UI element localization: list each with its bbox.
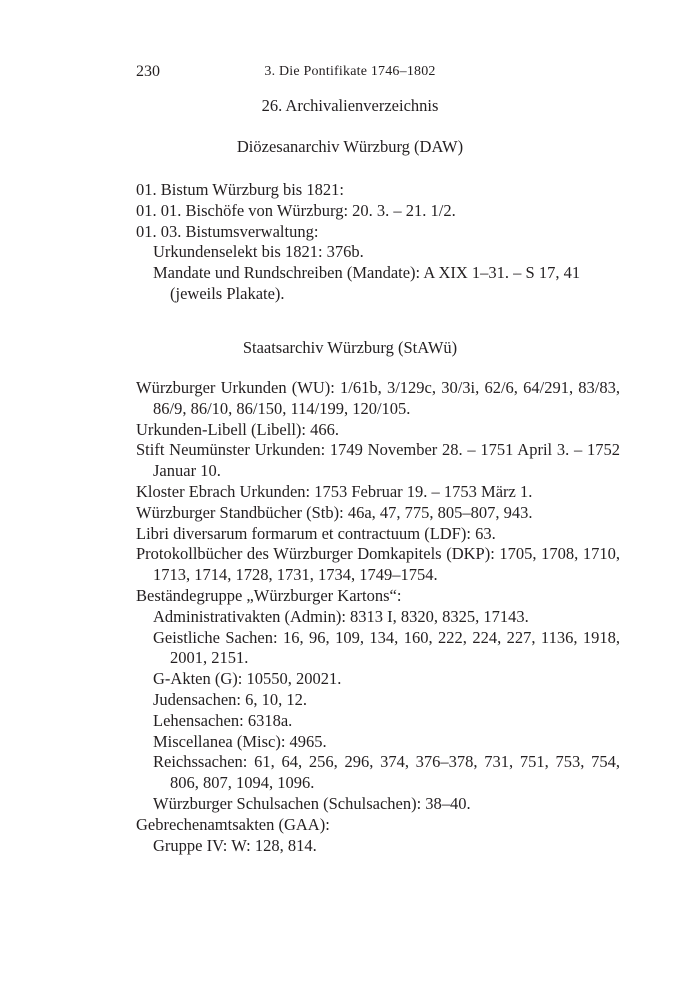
list-item: Würzburger Standbücher (Stb): 46a, 47, 775, 805–807, 943.	[136, 502, 533, 522]
list-item: Gebrechenamtsakten (GAA):	[136, 814, 330, 834]
list-item: G-Akten (G): 10550, 20021.	[153, 669, 342, 689]
list-item: Urkundenselekt bis 1821: 376b.	[153, 242, 364, 262]
list-item: Geistliche Sachen: 16, 96, 109, 134, 160, 222, 224, 227, 1136, 1918, 2001, 2151.	[153, 627, 620, 668]
archive-heading-staw: Staatsarchiv Würzburg (StAWü)	[242, 338, 458, 357]
list-item: 01. 01. Bischöfe von Würzburg: 20. 3. – 21. 1/2.	[136, 200, 456, 220]
list-item: Stift Neumünster Urkunden: 1749 November 28. – 1751 April 3. – 1752 Januar 10.	[136, 440, 620, 481]
list-item: Reichssachen: 61, 64, 256, 296, 374, 376–378, 731, 751, 753, 754, 806, 807, 1094, 1096.	[153, 752, 620, 793]
running-head: 3. Die Pontifikate 1746–1802	[264, 64, 436, 79]
list-item: Gruppe IV: W: 128, 814.	[153, 835, 317, 855]
list-item: 01. Bistum Würzburg bis 1821:	[136, 180, 344, 199]
list-item: Lehensachen: 6318a.	[153, 710, 293, 730]
list-item: Würzburger Schulsachen (Schulsachen): 38–40.	[153, 793, 471, 813]
list-item: Würzburger Urkunden (WU): 1/61b, 3/129c, 30/3i, 62/6, 64/291, 83/83, 86/9, 86/10, 86/150, 114/199, 120/105.	[136, 378, 620, 418]
list-item: Mandate und Rundschreiben (Mandate): A XIX 1–31. – S 17, 41 (jeweils Plakate).	[153, 263, 581, 303]
archive-list-staw	[136, 378, 620, 856]
list-item: Beständegruppe „Würzburger Kartons“:	[136, 585, 402, 605]
list-item: Urkunden-Libell (Libell): 466.	[136, 419, 339, 439]
list-item: Libri diversarum formarum et contractuum (LDF): 63.	[136, 523, 496, 543]
list-item: Administrativakten (Admin): 8313 I, 8320, 8325, 17143.	[153, 606, 529, 626]
list-item: Kloster Ebrach Urkunden: 1753 Februar 19. – 1753 März 1.	[136, 481, 533, 501]
archive-heading-daw: Diözesanarchiv Würzburg (DAW)	[236, 137, 464, 156]
list-item: Miscellanea (Misc): 4965.	[153, 731, 327, 751]
page-number: 230	[136, 63, 160, 80]
list-item: 01. 03. Bistumsverwaltung:	[136, 221, 319, 241]
archive-list-daw	[136, 180, 620, 305]
list-item: Judensachen: 6, 10, 12.	[153, 689, 307, 709]
list-item: Protokollbücher des Würzburger Domkapitels (DKP): 1705, 1708, 1710, 1713, 1714, 1728, 1731, 1734, 1749–1754.	[136, 544, 620, 585]
section-title: 26. Archivalienverzeichnis	[261, 96, 439, 115]
